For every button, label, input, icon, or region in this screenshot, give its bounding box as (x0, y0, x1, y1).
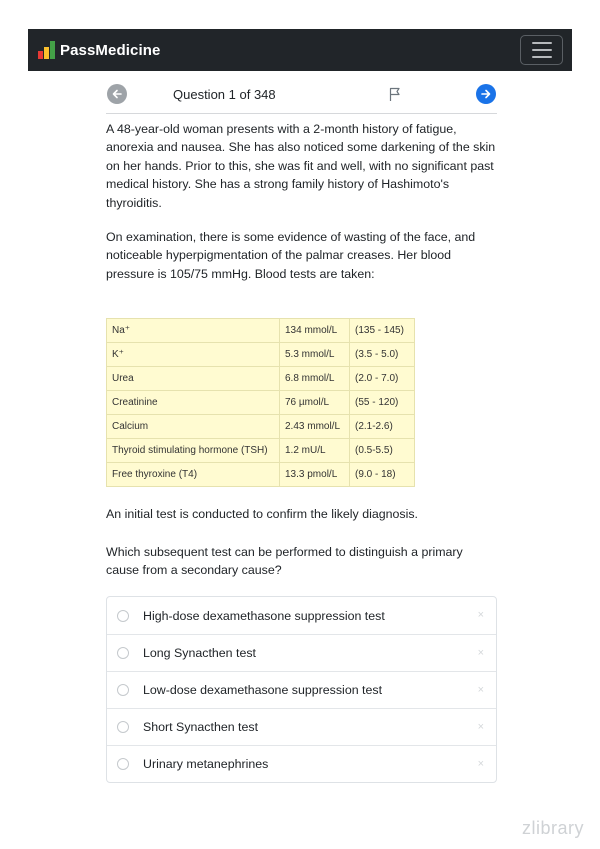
answer-option[interactable] (107, 745, 496, 782)
passmedicine-logo-icon (38, 41, 55, 59)
arrow-left-icon (111, 88, 123, 100)
lab-test-range: (3.5 - 5.0) (350, 343, 415, 367)
table-row (107, 439, 415, 463)
answer-option[interactable] (107, 634, 496, 671)
radio-button[interactable] (117, 610, 129, 622)
hamburger-bar (532, 56, 552, 58)
answer-option-label: High-dose dexamethasone suppression test (143, 608, 385, 623)
lab-test-value: 1.2 mU/L (280, 439, 350, 463)
hamburger-bar (532, 49, 552, 51)
lab-test-name: Thyroid stimulating hormone (TSH) (107, 439, 280, 463)
lab-test-range: (135 - 145) (350, 319, 415, 343)
lab-test-name: K⁺ (107, 343, 280, 367)
lab-test-name: Na⁺ (107, 319, 280, 343)
table-row (107, 391, 415, 415)
answer-option-label: Urinary metanephrines (143, 757, 269, 771)
lab-test-value: 2.43 mmol/L (280, 415, 350, 439)
question-stem-initial-test: An initial test is conducted to confirm the likely diagnosis. (106, 507, 418, 521)
lab-test-name: Creatinine (107, 391, 280, 415)
lab-test-range: (2.0 - 7.0) (350, 367, 415, 391)
hamburger-menu-button[interactable] (520, 35, 563, 65)
lab-test-value: 6.8 mmol/L (280, 367, 350, 391)
table-row (107, 463, 415, 487)
lab-test-name: Urea (107, 367, 280, 391)
table-row (107, 343, 415, 367)
lab-test-range: (55 - 120) (350, 391, 415, 415)
close-icon[interactable]: × (477, 721, 484, 733)
hamburger-bar (532, 42, 552, 44)
question-stem-history: A 48-year-old woman presents with a 2-month history of fatigue, anorexia and nausea. She has also noticed some darkening of the skin on her hands. Prior to this, she was fit and well, with no significant past medical history. She has a strong family history of Hashimoto's thyroiditis. (106, 122, 496, 210)
answer-options-list (106, 596, 497, 783)
lab-test-value: 5.3 mmol/L (280, 343, 350, 367)
answer-option-label: Low-dose dexamethasone suppression test (143, 683, 383, 697)
lab-test-range: (0.5-5.5) (350, 439, 415, 463)
table-row (107, 415, 415, 439)
arrow-right-icon (480, 88, 492, 100)
lab-test-value: 134 mmol/L (280, 319, 350, 343)
radio-button[interactable] (117, 721, 129, 733)
brand[interactable] (38, 41, 160, 59)
close-icon[interactable]: × (477, 609, 484, 621)
radio-button[interactable] (117, 647, 129, 659)
radio-button[interactable] (117, 684, 129, 696)
close-icon[interactable]: × (477, 684, 484, 696)
answer-option[interactable] (107, 708, 496, 745)
answer-option[interactable] (107, 597, 496, 634)
answer-option-label: Long Synacthen test (143, 646, 256, 660)
brand-name: PassMedicine (60, 41, 161, 59)
answer-option-label: Short Synacthen test (143, 720, 259, 734)
lab-test-value: 13.3 pmol/L (280, 463, 350, 487)
previous-question-button[interactable] (107, 84, 127, 104)
answer-option[interactable] (107, 671, 496, 708)
lab-test-range: (2.1-2.6) (350, 415, 415, 439)
flag-question-icon[interactable] (388, 87, 402, 102)
radio-button[interactable] (117, 758, 129, 770)
next-question-button[interactable] (476, 84, 496, 104)
question-stem-examination: On examination, there is some evidence of wasting of the face, and noticeable hyperpigmentation of the palmar creases. Her blood pressure is 105/75 mmHg. Blood tests are taken: (106, 230, 476, 281)
top-navbar (28, 29, 572, 71)
table-row (107, 319, 415, 343)
question-prompt: Which subsequent test can be performed to distinguish a primary cause from a secondary cause? (106, 545, 463, 578)
close-icon[interactable]: × (477, 758, 484, 770)
question-navigation-bar (106, 81, 497, 114)
table-row (107, 367, 415, 391)
close-icon[interactable]: × (477, 647, 484, 659)
lab-results-table (106, 318, 415, 487)
lab-test-range: (9.0 - 18) (350, 463, 415, 487)
question-counter: Question 1 of 348 (173, 87, 276, 102)
lab-test-name: Calcium (107, 415, 280, 439)
lab-test-name: Free thyroxine (T4) (107, 463, 280, 487)
lab-test-value: 76 µmol/L (280, 391, 350, 415)
zlibrary-watermark: zlibrary (522, 818, 585, 838)
